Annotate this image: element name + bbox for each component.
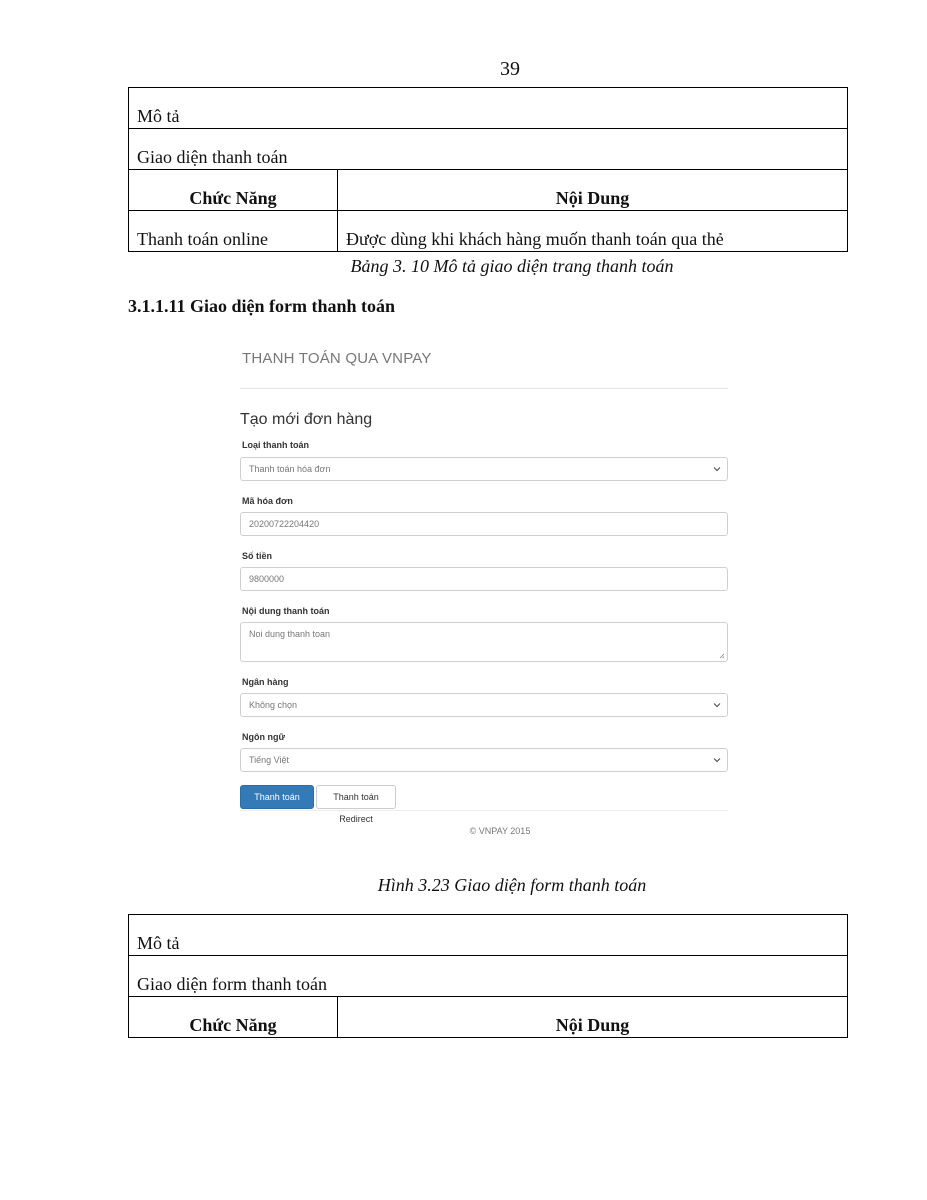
bank-select[interactable] [240,693,728,717]
table-row-description: Mô tả [129,915,848,956]
bank-label: Ngân hàng [242,677,289,687]
content-placeholder: Noi dung thanh toan [249,629,331,639]
payment-type-label: Loại thanh toán [242,440,309,450]
page-number: 39 [500,58,520,80]
amount-label: Số tiền [242,551,273,561]
form-subtitle: Tạo mới đơn hàng [240,411,373,428]
table-header-function: Chức Năng [129,170,338,211]
chevron-down-icon [713,756,721,764]
language-value: Tiếng Việt [249,755,290,765]
form-title: THANH TOÁN QUA VNPAY [242,350,432,367]
table-header-content: Nội Dung [338,997,848,1038]
divider [240,810,728,811]
table-header-content: Nội Dung [338,170,848,211]
table-caption: Bảng 3. 10 Mô tả giao diện trang thanh toán [350,256,674,276]
language-label: Ngôn ngữ [242,732,286,742]
content-label: Nội dung thanh toán [242,606,330,616]
section-heading: 3.1.1.11 Giao diện form thanh toán [128,296,396,316]
invoice-input[interactable] [240,512,728,536]
invoice-label: Mã hóa đơn [242,496,293,506]
divider [240,388,728,389]
popup-payment-button[interactable]: Thanh toán Popup [240,785,314,809]
description-table-payment-form [128,914,848,1038]
table-row-interface-name: Giao diện form thanh toán [129,956,848,997]
figure-caption: Hình 3.23 Giao diện form thanh toán [377,875,647,895]
form-footer: © VNPAY 2015 [469,826,531,836]
table-row-interface-name: Giao diện thanh toán [129,129,848,170]
bank-value: Không chọn [249,700,298,710]
payment-type-select[interactable] [240,457,728,481]
amount-input[interactable] [240,567,728,591]
table-cell-function: Thanh toán online [129,211,338,252]
invoice-value: 20200722204420 [249,519,320,529]
redirect-payment-button[interactable]: Thanh toán Redirect [316,785,396,809]
description-table-payment-page [128,87,848,252]
language-select[interactable] [240,748,728,772]
amount-value: 9800000 [249,574,285,584]
table-header-function: Chức Năng [129,997,338,1038]
chevron-down-icon [713,701,721,709]
table-cell-content: Được dùng khi khách hàng muốn thanh toán qua thẻ [338,211,848,252]
chevron-down-icon [713,465,721,473]
table-row-description: Mô tả [129,88,848,129]
resize-grip-icon[interactable] [719,653,725,659]
payment-type-value: Thanh toán hóa đơn [249,464,331,474]
content-textarea[interactable] [240,622,728,662]
